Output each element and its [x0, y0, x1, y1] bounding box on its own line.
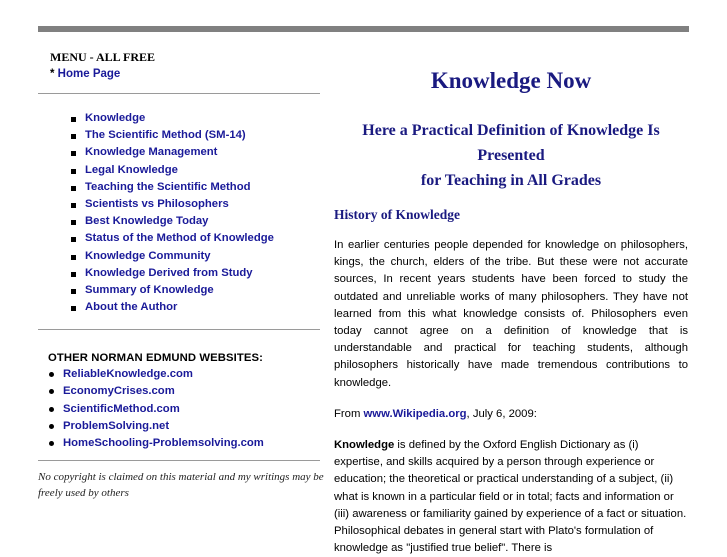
site-link-label: ReliableKnowledge.com	[63, 368, 193, 381]
subtitle-line-2: for Teaching in All Grades	[420, 172, 602, 189]
home-page-link[interactable]: Home Page	[57, 68, 121, 80]
topic-link-summary[interactable]	[71, 284, 322, 301]
menu-title: MENU - ALL FREE	[50, 50, 156, 64]
source-date: , July 6, 2009:	[466, 407, 537, 420]
definition-paragraph	[334, 437, 688, 557]
history-paragraph: In earlier centuries people depended for knowledge on philosophers, kings, the church, elders of the tribe. But these were not accurate sources, In recent years students have been forced to study the outdated and unreliable works of many philosophers. They have not learned from this what knowledge consists of. Philosophers even today cannot agree on a definition of knowledge that is understandable and practical for teaching students, although philosophers historically have made tremendous contributions to knowledge.	[334, 239, 688, 389]
topic-menu	[38, 112, 322, 318]
topic-link-knowledge[interactable]	[71, 112, 322, 129]
page-subtitle	[334, 118, 688, 193]
topic-link-label: Knowledge Derived from Study	[85, 266, 253, 279]
site-link-reliableknowledge[interactable]	[48, 368, 322, 385]
bullet-square-icon	[71, 186, 76, 191]
bullet-square-icon	[71, 272, 76, 277]
topic-link-scientists-vs-philosophers[interactable]	[71, 198, 322, 215]
subtitle-line-1: Here a Practical Definition of Knowledge Is Presented	[362, 122, 660, 164]
source-line	[334, 406, 688, 423]
site-link-label: EconomyCrises.com	[63, 385, 175, 398]
topic-link-label: Knowledge Management	[85, 146, 218, 159]
topic-link-label: Legal Knowledge	[85, 163, 178, 176]
home-line	[50, 68, 322, 83]
bullet-dot-icon	[49, 407, 54, 412]
topic-link-label: The Scientific Method (SM-14)	[85, 129, 246, 142]
bullet-square-icon	[71, 151, 76, 156]
bullet-square-icon	[71, 237, 76, 242]
definition-term: Knowledge	[334, 439, 395, 452]
bullet-dot-icon	[49, 424, 54, 429]
wikipedia-link[interactable]: www.Wikipedia.org	[363, 407, 467, 420]
other-sites-list	[38, 368, 322, 454]
site-link-label: HomeSchooling-Problemsolving.com	[63, 437, 264, 449]
main-content	[334, 64, 688, 557]
bullet-square-icon	[71, 255, 76, 260]
topic-link-label: About the Author	[85, 301, 178, 314]
bullet-square-icon	[71, 117, 76, 122]
definition-text: is defined by the Oxford English Dictionary as (i) expertise, and skills acquired by a person through experience or education; the theoretical or practical understanding of a subject, (ii) what is known in a particular field or in total; facts and information or (iii) awareness or familiarity gained by experience of a fact or situation. Philosophical debates in general start with Plato's formulation of knowledge as "justified true belief". There is	[334, 439, 687, 555]
topic-link-about-author[interactable]	[71, 301, 322, 318]
site-link-problemsolving[interactable]	[48, 420, 322, 437]
topic-link-label: Summary of Knowledge	[85, 283, 214, 296]
topic-link-label: Status of the Method of Knowledge	[85, 232, 274, 245]
source-prefix: From	[334, 407, 364, 420]
topic-link-label: Best Knowledge Today	[85, 215, 209, 228]
topic-link-knowledge-community[interactable]	[71, 250, 322, 267]
topic-link-teaching-scientific-method[interactable]	[71, 181, 322, 198]
site-link-scientificmethod[interactable]	[48, 403, 322, 420]
sidebar-divider	[38, 460, 320, 461]
bullet-square-icon	[71, 134, 76, 139]
copyright-note: No copyright is claimed on this material and my writings may be freely used by others	[38, 471, 324, 500]
top-divider-bar	[38, 26, 689, 32]
topic-link-knowledge-management[interactable]	[71, 146, 322, 163]
bullet-square-icon	[71, 203, 76, 208]
sidebar-divider	[38, 329, 320, 330]
bullet-square-icon	[71, 306, 76, 311]
section-heading: History of Knowledge	[334, 207, 460, 222]
bullet-dot-icon	[49, 389, 54, 394]
topic-link-knowledge-derived[interactable]	[71, 267, 322, 284]
bullet-dot-icon	[49, 372, 54, 377]
sidebar	[38, 50, 322, 501]
topic-link-label: Knowledge Community	[85, 249, 211, 262]
site-link-economycrises[interactable]	[48, 385, 322, 402]
site-link-label: ProblemSolving.net	[63, 419, 170, 432]
topic-link-status-method[interactable]	[71, 232, 322, 249]
bullet-square-icon	[71, 220, 76, 225]
topic-link-label: Knowledge	[85, 112, 146, 124]
bullet-square-icon	[71, 169, 76, 174]
topic-link-label: Teaching the Scientific Method	[85, 180, 251, 193]
other-sites-title: OTHER NORMAN EDMUND WEBSITES:	[48, 352, 264, 365]
topic-link-legal-knowledge[interactable]	[71, 164, 322, 181]
topic-link-best-knowledge-today[interactable]	[71, 215, 322, 232]
site-link-label: ScientificMethod.com	[63, 402, 180, 415]
sidebar-divider	[38, 93, 320, 94]
bullet-square-icon	[71, 289, 76, 294]
bullet-dot-icon	[49, 441, 54, 446]
topic-link-scientific-method[interactable]	[71, 129, 322, 146]
site-link-homeschooling[interactable]	[48, 437, 322, 454]
home-prefix: *	[50, 68, 58, 80]
page-title: Knowledge Now	[430, 68, 592, 93]
topic-link-label: Scientists vs Philosophers	[85, 197, 229, 210]
